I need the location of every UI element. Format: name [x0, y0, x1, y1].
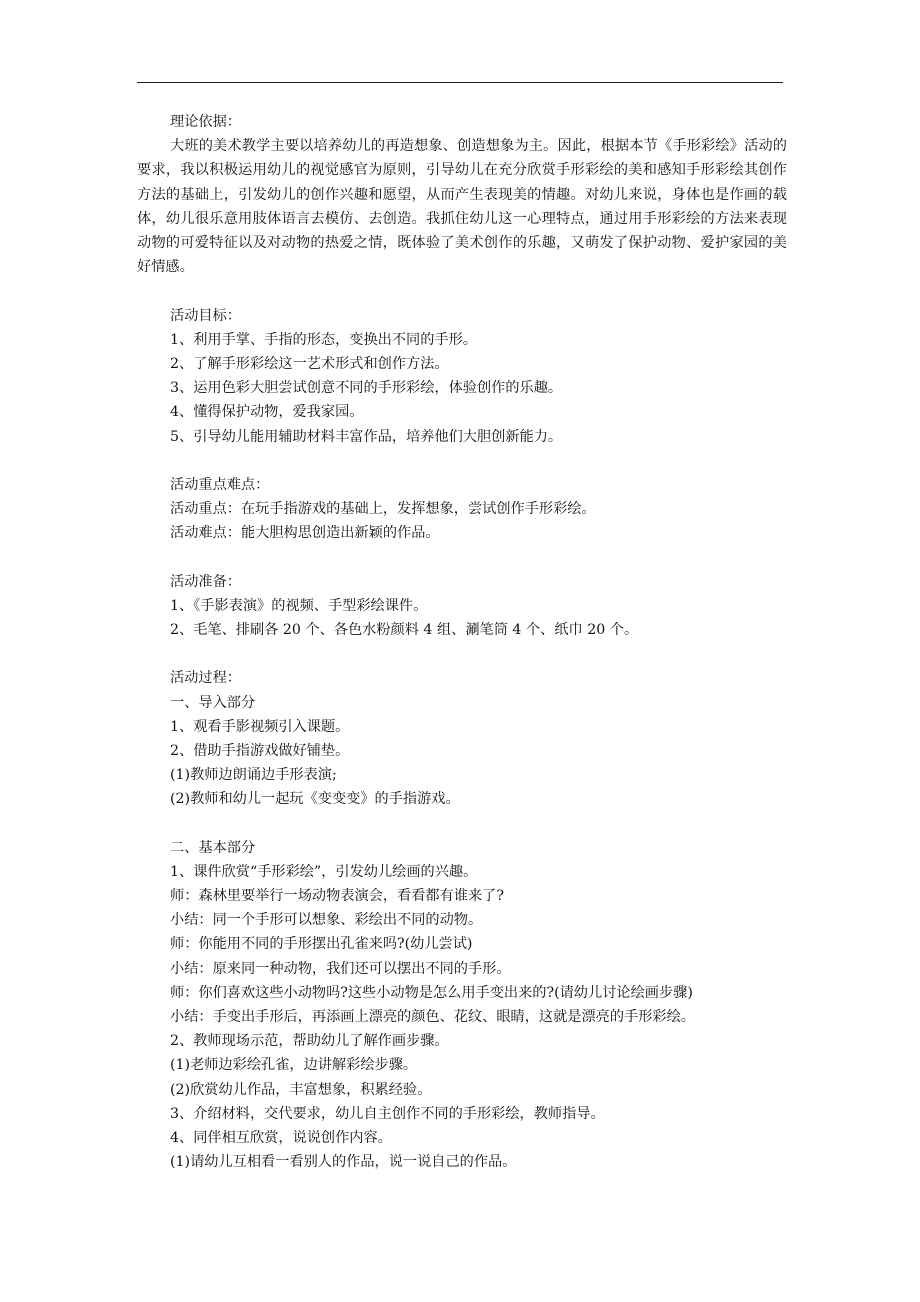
- part2-item: 2、教师现场示范，帮助幼儿了解作画步骤。: [170, 1033, 449, 1050]
- header-rule: [137, 82, 783, 83]
- part1-item: 1、观看手影视频引入课题。: [170, 718, 350, 735]
- spacer: [137, 449, 787, 473]
- part2-item: (1)请幼儿互相看一看别人的作品，说一说自己的作品。: [170, 1154, 517, 1171]
- part1-item: (1)教师边朗诵边手形表演;: [170, 767, 337, 784]
- part2-item: (2)欣赏幼儿作品，丰富想象，积累经验。: [170, 1081, 432, 1098]
- spacer: [137, 642, 787, 666]
- theory-paragraph: 大班的美术教学主要以培养幼儿的再造想象、创造想象为主。因此，根据本节《手形彩绘》活动的要求，我以积极运用幼儿的视觉感官为原则，引导幼儿在充分欣赏手形彩绘的美和感知手形彩绘其创作方法的基础上，引发幼儿的创作兴趣和愿望，从而产生表现美的情趣。对幼儿来说，身体也是作画的载体，幼儿很乐意用肢体语言去模仿、去创造。我抓住幼儿这一心理特点，通过用手形彩绘的方法来表现动物的可爱特征以及对动物的热爱之情，既体验了美术创作的乐趣，又萌发了保护动物、爱护家园的美好情感。: [137, 138, 787, 276]
- goal-item: 3、运用色彩大胆尝试创意不同的手形彩绘，体验创作的乐趣。: [170, 380, 563, 397]
- prep-heading: 活动准备：: [170, 573, 241, 590]
- part2-item: (1)老师边彩绘孔雀，边讲解彩绘步骤。: [170, 1057, 418, 1074]
- goal-item: 4、懂得保护动物，爱我家园。: [170, 404, 364, 421]
- part2-title: 二、基本部分: [170, 839, 256, 856]
- goal-item: 1、利用手掌、手指的形态，变换出不同的手形。: [170, 331, 477, 348]
- spacer: [137, 279, 787, 303]
- spacer: [137, 545, 787, 569]
- prep-item: 2、毛笔、排刷各 20 个、各色水粉颜料 4 组、涮笔筒 4 个、纸巾 20 个。: [170, 622, 639, 639]
- spacer: [137, 812, 787, 836]
- goal-item: 2、了解手形彩绘这一艺术形式和创作方法。: [170, 355, 449, 372]
- keypoint-item: 活动难点：能大胆构思创造出新颖的作品。: [170, 525, 440, 542]
- document-body: [137, 110, 787, 1174]
- part2-item: 小结：同一个手形可以想象、彩绘出不同的动物。: [170, 912, 483, 929]
- part2-item: 师：你能用不同的手形摆出孔雀来吗?(幼儿尝试): [170, 936, 473, 953]
- theory-heading: 理论依据：: [170, 114, 241, 130]
- part2-item: 小结：手变出手形后，再添画上漂亮的颜色、花纹、眼睛，这就是漂亮的手形彩绘。: [170, 1009, 695, 1026]
- goals-heading: 活动目标：: [170, 307, 241, 324]
- part2-item: 3、介绍材料，交代要求，幼儿自主创作不同的手形彩绘，教师指导。: [170, 1105, 605, 1122]
- part1-item: 2、借助手指游戏做好铺垫。: [170, 742, 350, 759]
- part2-item: 4、同伴相互欣赏，说说创作内容。: [170, 1129, 392, 1146]
- process-heading: 活动过程：: [170, 670, 241, 687]
- part2-item: 小结：原来同一种动物，我们还可以摆出不同的手形。: [170, 960, 511, 977]
- keypoints-heading: 活动重点难点：: [170, 476, 270, 493]
- prep-item: 1、《手影表演》的视频、手型彩绘课件。: [170, 597, 428, 614]
- part1-title: 一、导入部分: [170, 694, 256, 711]
- goal-item: 5、引导幼儿能用辅助材料丰富作品，培养他们大胆创新能力。: [170, 428, 563, 445]
- part1-item: (2)教师和幼儿一起玩《变变变》的手指游戏。: [170, 791, 460, 808]
- part2-item: 师：你们喜欢这些小动物吗?这些小动物是怎么用手变出来的?(请幼儿讨论绘画步骤): [170, 984, 693, 1001]
- part2-item: 师：森林里要举行一场动物表演会，看看都有谁来了?: [170, 888, 504, 905]
- part2-item: 1、课件欣赏“手形彩绘”，引发幼儿绘画的兴趣。: [170, 863, 478, 880]
- keypoint-item: 活动重点：在玩手指游戏的基础上，发挥想象，尝试创作手形彩绘。: [170, 501, 596, 518]
